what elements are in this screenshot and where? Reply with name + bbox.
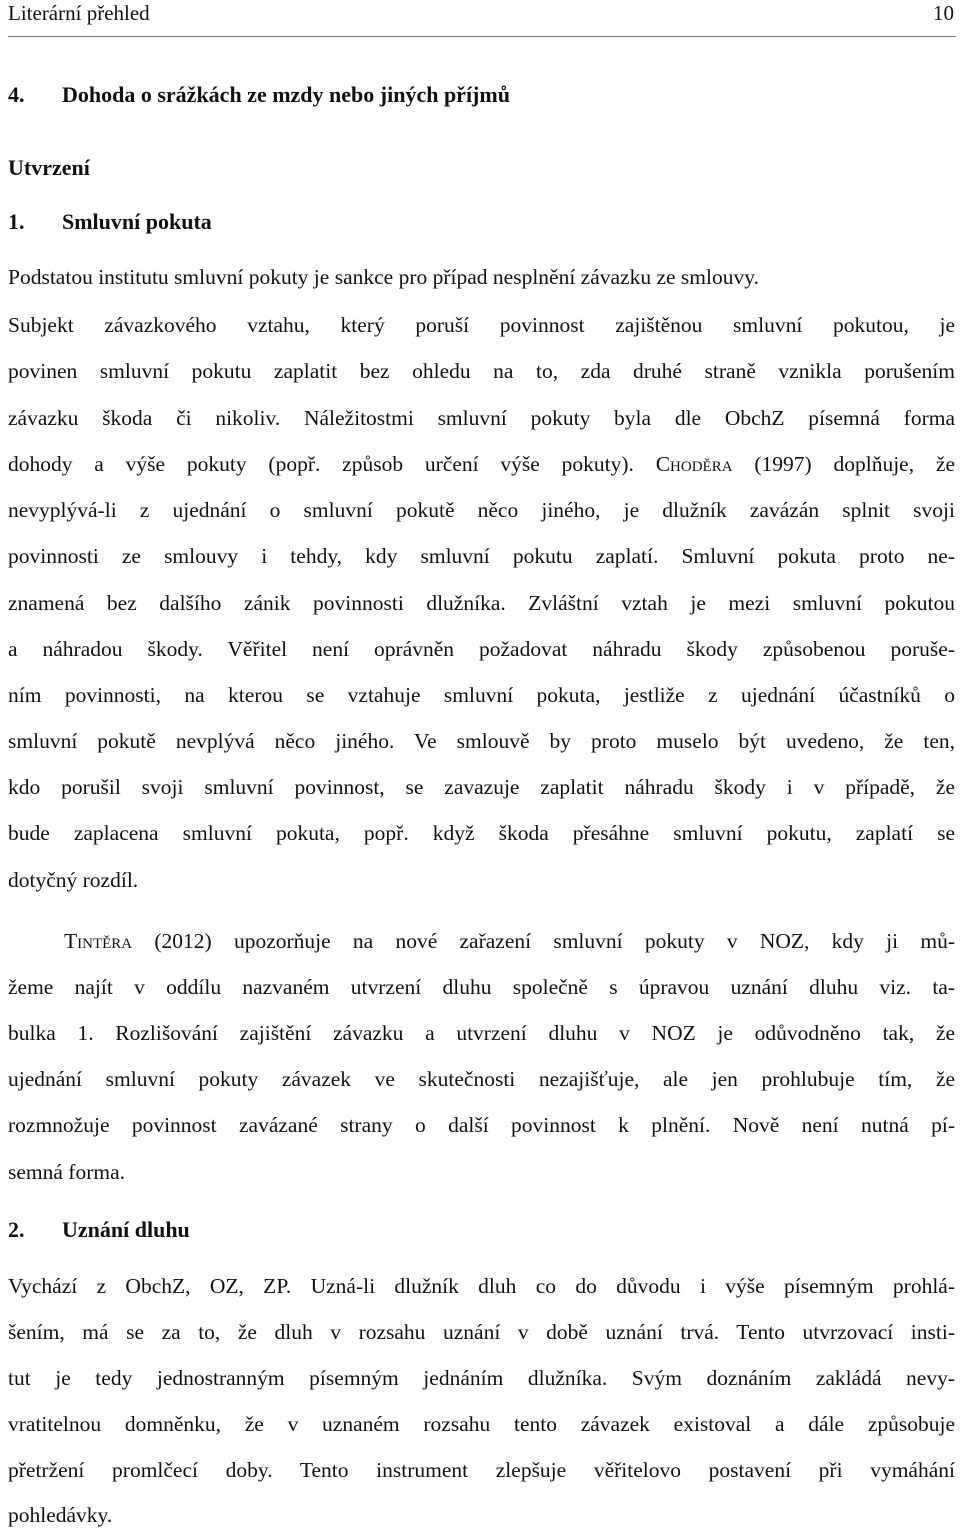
text-line: tut je tedy jednostranným písemným jednáním dlužníka. Svým doznáním zakládá nevy-: [8, 1366, 955, 1390]
text-line: pohledávky.: [8, 1503, 113, 1527]
text-line: Podstatou institutu smluvní pokuty je sankce pro případ nesplnění závazku ze smlouvy.: [8, 265, 759, 289]
subsection-heading-utvrzeni: [8, 153, 90, 183]
text-span: (1997) doplňuje, že: [754, 452, 955, 476]
text-line: ujednání smluvní pokuty závazek ve skutečnosti nezajišťuje, ale jen prohlubuje tím, že: [8, 1067, 955, 1091]
section-number: 4.: [8, 82, 25, 107]
text-line: bulka 1. Rozlišování zajištění závazku a utvrzení dluhu v NOZ je odůvodněno tak, že: [8, 1021, 955, 1045]
text-line: smluvní pokutě nevplývá něco jiného. Ve smlouvě by proto muselo být uvedeno, že ten,: [8, 729, 955, 753]
text-line: Subjekt závazkového vztahu, který poruší povinnost zajištěnou smluvní pokutou, je: [8, 313, 955, 337]
section-title: Smluvní pokuta: [62, 209, 212, 234]
page-header: [8, 0, 956, 37]
text-line: semná forma.: [8, 1160, 126, 1184]
text-line: a náhradou škody. Věřitel není oprávněn požadovat náhradu škody způsobenou poruše-: [8, 637, 955, 661]
author-name: Choděra: [655, 452, 733, 476]
text-line: dotyčný rozdíl.: [8, 868, 139, 892]
text-line: šením, má se za to, že dluh v rozsahu uznání v době uznání trvá. Tento utvrzovací insti-: [8, 1320, 955, 1344]
text-line: [64, 926, 955, 956]
text-line: ním povinnosti, na kterou se vztahuje smluvní pokuta, jestliže z ujednání účastníků o: [8, 683, 955, 707]
text-line: přetržení promlčecí doby. Tento instrument zlepšuje věřitelovo postavení při vymáhání: [8, 1458, 955, 1482]
text-line: závazku škoda či nikoliv. Náležitostmi smluvní pokuty byla dle ObchZ písemná forma: [8, 406, 955, 430]
running-title: Literární přehled: [8, 1, 150, 25]
text-line: povinen smluvní pokutu zaplatit bez ohledu na to, zda druhé straně vznikla porušením: [8, 359, 955, 383]
author-name: Tintěra: [64, 929, 133, 953]
section-number: 1.: [8, 209, 25, 234]
text-line: žeme najít v oddílu nazvaném utvrzení dluhu společně s úpravou uznání dluhu viz. ta-: [8, 975, 955, 999]
text-span: dohody a výše pokuty (popř. způsob určení výše pokuty).: [8, 452, 634, 476]
section-number: 2.: [8, 1217, 25, 1242]
text-line: nevyplývá-li z ujednání o smluvní pokutě něco jiného, je dlužník zavázán splnit svoji: [8, 498, 955, 522]
section-1-heading: [8, 207, 212, 237]
subsection-title: Utvrzení: [8, 155, 90, 180]
section-title: Dohoda o srážkách ze mzdy nebo jiných příjmů: [62, 82, 510, 107]
text-line: vratitelnou domněnku, že v uznaném rozsahu tento závazek existoval a dále způsobuje: [8, 1412, 955, 1436]
text-span: (2012) upozorňuje na nové zařazení smluvní pokuty v NOZ, kdy ji mů-: [154, 929, 955, 953]
text-line: kdo porušil svoji smluvní povinnost, se zavazuje zaplatit náhradu škody i v případě, že: [8, 775, 955, 799]
text-line: znamená bez dalšího zánik povinnosti dlužníka. Zvláštní vztah je mezi smluvní pokutou: [8, 591, 955, 615]
text-line: povinnosti ze smlouvy i tehdy, kdy smluvní pokutu zaplatí. Smluvní pokuta proto ne-: [8, 544, 955, 568]
text-line: rozmnožuje povinnost zavázané strany o další povinnost k plnění. Nově není nutná pí-: [8, 1113, 955, 1137]
section-2-heading: [8, 1215, 190, 1245]
text-line: [8, 449, 955, 479]
text-line: bude zaplacena smluvní pokuta, popř. když škoda přesáhne smluvní pokutu, zaplatí se: [8, 821, 955, 845]
page-number: 10: [933, 1, 954, 25]
text-line: Vychází z ObchZ, OZ, ZP. Uzná-li dlužník dluh co do důvodu i výše písemným prohlá-: [8, 1274, 955, 1298]
section-title: Uznání dluhu: [62, 1217, 190, 1242]
section-4-heading: [8, 80, 510, 110]
